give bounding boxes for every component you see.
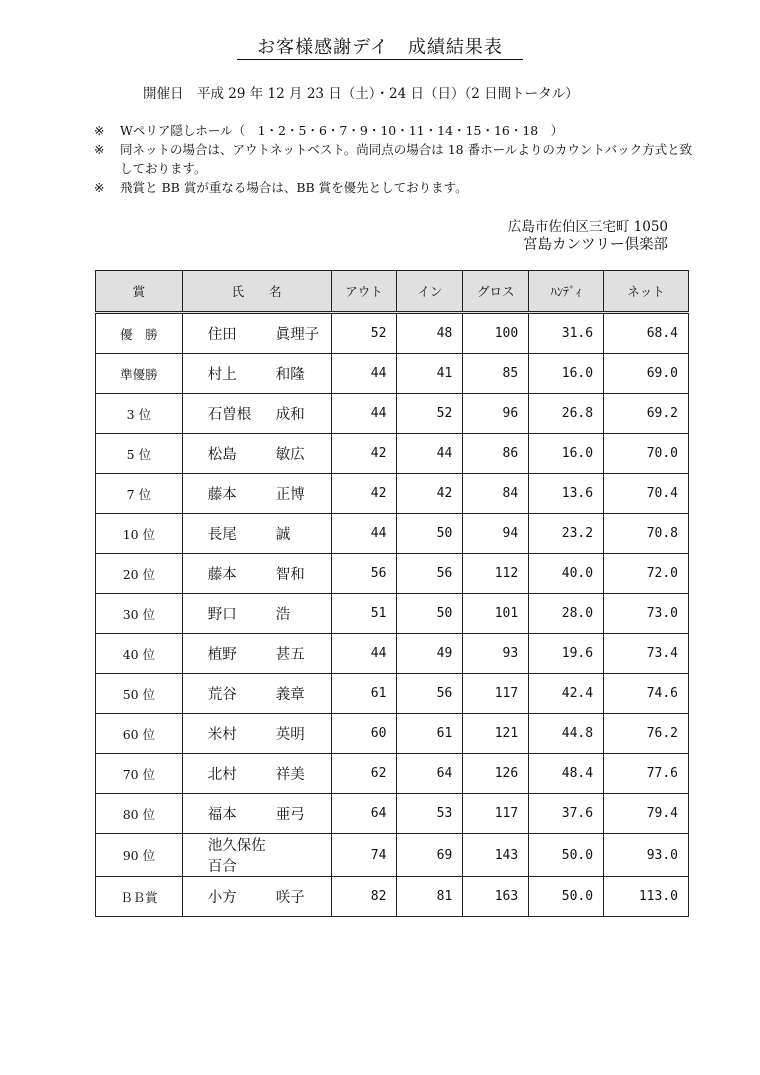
gross-score-cell: 96	[463, 394, 529, 434]
in-score-cell: 50	[397, 514, 463, 554]
in-score-cell: 56	[397, 674, 463, 714]
header-name: 氏 名	[182, 271, 331, 313]
player-given-name: 亜弓	[275, 807, 305, 823]
note-text: 飛賞と BB 賞が重なる場合は、BB 賞を優先としております。	[120, 180, 468, 195]
player-surname: 住田	[207, 327, 237, 343]
gross-score-cell: 117	[463, 674, 529, 714]
out-score-cell: 61	[331, 674, 397, 714]
prize-cell: 10 位	[96, 514, 183, 554]
in-score-cell: 42	[397, 474, 463, 514]
table-row	[96, 674, 689, 714]
out-score-cell: 44	[331, 514, 397, 554]
out-score-cell: 44	[331, 634, 397, 674]
event-dates: 開催日 平成 29 年 12 月 23 日（土）・24 日（日）（2 日間トータル）	[143, 86, 579, 102]
gross-score-cell: 143	[463, 834, 529, 877]
gross-score-cell: 94	[463, 514, 529, 554]
in-score-cell: 69	[397, 834, 463, 877]
header-gross: グロス	[463, 271, 529, 313]
player-given-name: 祥美	[275, 767, 305, 783]
handicap-cell: 19.6	[529, 634, 604, 674]
table-row	[96, 634, 689, 674]
header-handicap: ﾊﾝﾃﾞｨ	[529, 271, 604, 313]
out-score-cell: 44	[331, 354, 397, 394]
in-score-cell: 56	[397, 554, 463, 594]
player-given-name: 誠	[275, 527, 291, 543]
table-row	[96, 354, 689, 394]
player-given-name: 和隆	[275, 367, 305, 383]
player-name-cell	[182, 434, 331, 474]
net-score-cell: 79.4	[604, 794, 689, 834]
net-score-cell: 69.0	[604, 354, 689, 394]
out-score-cell: 64	[331, 794, 397, 834]
gross-score-cell: 117	[463, 794, 529, 834]
in-score-cell: 53	[397, 794, 463, 834]
handicap-cell: 50.0	[529, 877, 604, 917]
table-row	[96, 434, 689, 474]
out-score-cell: 42	[331, 474, 397, 514]
in-score-cell: 50	[397, 594, 463, 634]
player-surname: 石曽根	[207, 407, 252, 423]
handicap-cell: 50.0	[529, 834, 604, 877]
out-score-cell: 42	[331, 434, 397, 474]
table-row	[96, 754, 689, 794]
player-surname: 植野	[207, 647, 237, 663]
prize-cell: 90 位	[96, 834, 183, 877]
out-score-cell: 56	[331, 554, 397, 594]
table-row	[96, 394, 689, 434]
note-text: 同ネットの場合は、アウトネットベスト。尚同点の場合は 18 番ホールよりのカウントバック方式と致しております。	[120, 142, 693, 176]
prize-cell: 80 位	[96, 794, 183, 834]
gross-score-cell: 112	[463, 554, 529, 594]
net-score-cell: 72.0	[604, 554, 689, 594]
player-name-cell	[182, 634, 331, 674]
player-surname: 藤本	[207, 567, 237, 583]
player-surname: 小方	[207, 890, 237, 906]
table-row	[96, 554, 689, 594]
gross-score-cell: 121	[463, 714, 529, 754]
net-score-cell: 68.4	[604, 313, 689, 354]
handicap-cell: 16.0	[529, 434, 604, 474]
in-score-cell: 81	[397, 877, 463, 917]
gross-score-cell: 84	[463, 474, 529, 514]
note-mark: ※	[94, 180, 105, 195]
handicap-cell: 48.4	[529, 754, 604, 794]
out-score-cell: 82	[331, 877, 397, 917]
gross-score-cell: 101	[463, 594, 529, 634]
header-in: イン	[397, 271, 463, 313]
handicap-cell: 44.8	[529, 714, 604, 754]
out-score-cell: 74	[331, 834, 397, 877]
table-row	[96, 514, 689, 554]
player-surname: 藤本	[207, 487, 237, 503]
out-score-cell: 62	[331, 754, 397, 794]
player-given-name: 義章	[275, 687, 305, 703]
net-score-cell: 73.0	[604, 594, 689, 634]
handicap-cell: 31.6	[529, 313, 604, 354]
out-score-cell: 44	[331, 394, 397, 434]
player-name-cell	[182, 514, 331, 554]
net-score-cell: 69.2	[604, 394, 689, 434]
prize-cell: ＢＢ賞	[96, 877, 183, 917]
net-score-cell: 113.0	[604, 877, 689, 917]
player-name-cell	[182, 714, 331, 754]
header-out: アウト	[331, 271, 397, 313]
in-score-cell: 49	[397, 634, 463, 674]
player-surname: 荒谷	[207, 687, 237, 703]
out-score-cell: 52	[331, 313, 397, 354]
table-row	[96, 834, 689, 877]
player-name-cell	[182, 794, 331, 834]
gross-score-cell: 126	[463, 754, 529, 794]
results-body	[96, 313, 689, 917]
header-prize: 賞	[96, 271, 183, 313]
player-name-cell	[182, 554, 331, 594]
net-score-cell: 76.2	[604, 714, 689, 754]
prize-cell: 40 位	[96, 634, 183, 674]
player-name-cell	[182, 834, 331, 877]
out-score-cell: 51	[331, 594, 397, 634]
gross-score-cell: 93	[463, 634, 529, 674]
player-surname: 野口	[207, 607, 237, 623]
net-score-cell: 93.0	[604, 834, 689, 877]
in-score-cell: 64	[397, 754, 463, 794]
handicap-cell: 16.0	[529, 354, 604, 394]
net-score-cell: 70.4	[604, 474, 689, 514]
net-score-cell: 73.4	[604, 634, 689, 674]
in-score-cell: 48	[397, 313, 463, 354]
gross-score-cell: 163	[463, 877, 529, 917]
note-text: Wペリア隠しホール（ 1・2・5・6・7・9・10・11・14・15・16・18 ）	[120, 123, 564, 138]
club-address: 広島市佐伯区三宅町 1050	[507, 219, 668, 235]
player-name-cell	[182, 754, 331, 794]
player-name-cell	[182, 877, 331, 917]
results-table	[95, 270, 689, 917]
notes-list	[94, 121, 694, 197]
player-surname: 北村	[207, 767, 237, 783]
table-header-row	[96, 271, 689, 313]
organizer-block	[508, 218, 668, 254]
player-surname: 福本	[207, 807, 237, 823]
table-row	[96, 474, 689, 514]
net-score-cell: 74.6	[604, 674, 689, 714]
player-name-cell	[182, 354, 331, 394]
player-surname: 村上	[207, 367, 237, 383]
player-name-cell	[182, 313, 331, 354]
club-name: 宮島カンツリー倶楽部	[523, 237, 668, 253]
prize-cell: 3 位	[96, 394, 183, 434]
player-surname: 松島	[207, 447, 237, 463]
player-given-name: 眞理子	[275, 327, 320, 343]
note-item	[94, 140, 694, 178]
note-mark: ※	[94, 123, 105, 138]
note-mark: ※	[94, 142, 105, 157]
gross-score-cell: 86	[463, 434, 529, 474]
player-name-cell	[182, 474, 331, 514]
in-score-cell: 44	[397, 434, 463, 474]
prize-cell: 7 位	[96, 474, 183, 514]
out-score-cell: 60	[331, 714, 397, 754]
prize-cell: 50 位	[96, 674, 183, 714]
in-score-cell: 52	[397, 394, 463, 434]
player-given-name: 英明	[275, 727, 305, 743]
in-score-cell: 61	[397, 714, 463, 754]
player-given-name: 成和	[275, 407, 305, 423]
player-surname: 長尾	[207, 527, 237, 543]
prize-cell: 準優勝	[96, 354, 183, 394]
header-net: ネット	[604, 271, 689, 313]
handicap-cell: 26.8	[529, 394, 604, 434]
player-surname: 池久保佐百合	[207, 838, 266, 875]
page-title: お客様感謝デイ 成績結果表	[0, 33, 760, 59]
net-score-cell: 70.0	[604, 434, 689, 474]
in-score-cell: 41	[397, 354, 463, 394]
prize-cell: 30 位	[96, 594, 183, 634]
player-given-name: 智和	[275, 567, 305, 583]
note-item	[94, 121, 694, 140]
player-given-name: 甚五	[275, 647, 305, 663]
player-surname: 米村	[207, 727, 237, 743]
player-given-name: 咲子	[275, 890, 305, 906]
table-row	[96, 877, 689, 917]
net-score-cell: 77.6	[604, 754, 689, 794]
player-given-name: 浩	[275, 607, 291, 623]
net-score-cell: 70.8	[604, 514, 689, 554]
player-name-cell	[182, 394, 331, 434]
handicap-cell: 40.0	[529, 554, 604, 594]
handicap-cell: 28.0	[529, 594, 604, 634]
gross-score-cell: 100	[463, 313, 529, 354]
handicap-cell: 42.4	[529, 674, 604, 714]
gross-score-cell: 85	[463, 354, 529, 394]
prize-cell: 60 位	[96, 714, 183, 754]
note-item	[94, 178, 694, 197]
handicap-cell: 37.6	[529, 794, 604, 834]
player-name-cell	[182, 674, 331, 714]
prize-cell: 5 位	[96, 434, 183, 474]
table-row	[96, 794, 689, 834]
prize-cell: 優 勝	[96, 313, 183, 354]
player-given-name: 敏広	[275, 447, 305, 463]
prize-cell: 70 位	[96, 754, 183, 794]
prize-cell: 20 位	[96, 554, 183, 594]
table-row	[96, 313, 689, 354]
player-given-name: 正博	[275, 487, 305, 503]
table-row	[96, 714, 689, 754]
handicap-cell: 13.6	[529, 474, 604, 514]
handicap-cell: 23.2	[529, 514, 604, 554]
player-name-cell	[182, 594, 331, 634]
table-row	[96, 594, 689, 634]
